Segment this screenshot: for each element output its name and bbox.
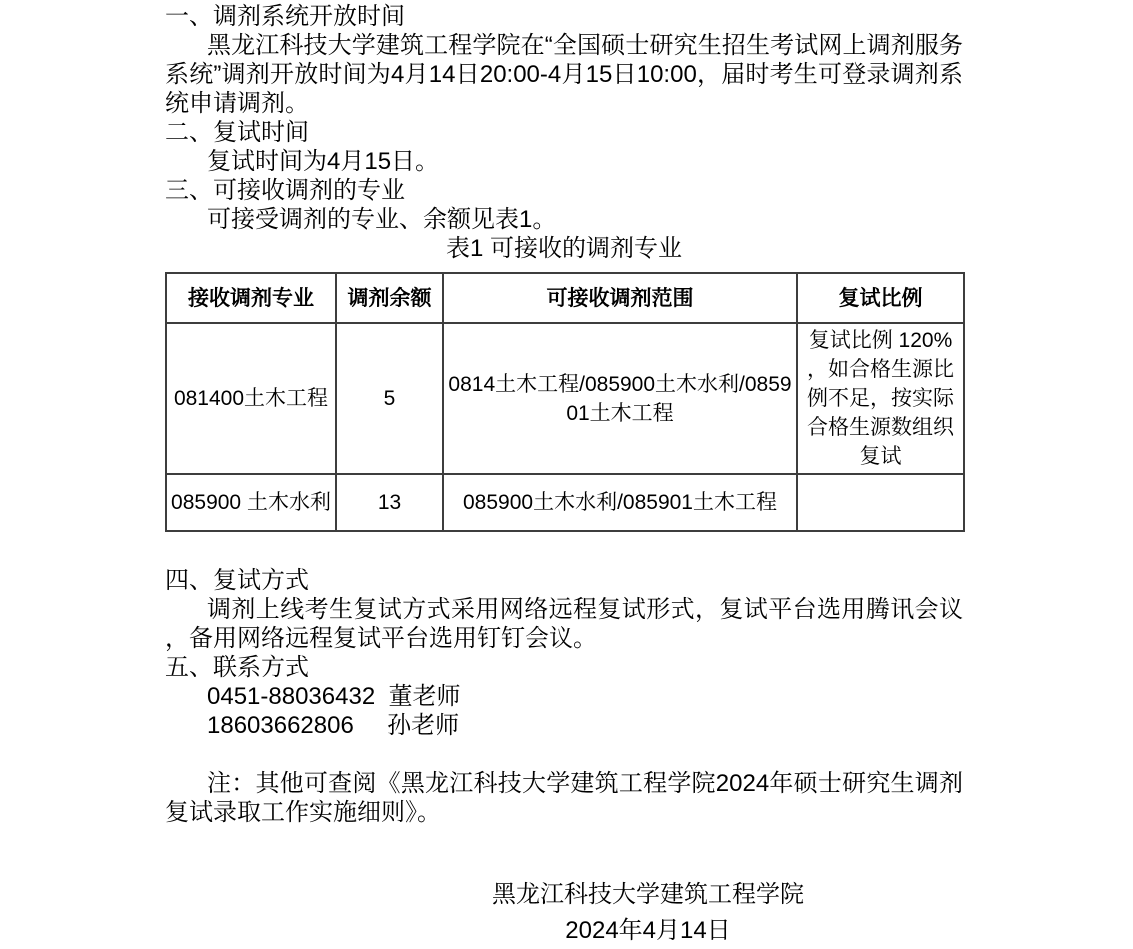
cell-ratio — [797, 474, 964, 531]
table-header-row — [166, 273, 964, 323]
section-4-paragraph: 调剂上线考生复试方式采用网络远程复试形式，复试平台选用腾讯会议，备用网络远程复试平台选用钉钉会议。 — [165, 596, 963, 652]
note-paragraph: 注：其他可查阅《黑龙江科技大学建筑工程学院2024年硕士研究生调剂复试录取工作实施细则》。 — [165, 770, 963, 826]
table-caption: 表1 可接收的调剂专业 — [445, 235, 682, 262]
contact-phone-dong: 0451-88036432 董老师 — [207, 683, 461, 710]
section-2-paragraph: 复试时间为4月15日。 — [207, 148, 440, 175]
cell-quota: 5 — [336, 323, 443, 474]
header-range: 可接收调剂范围 — [443, 273, 797, 323]
section-1-paragraph: 黑龙江科技大学建筑工程学院在“全国硕士研究生招生考试网上调剂服务系统”调剂开放时间为4月14日20:00-4月15日10:00，届时考生可登录调剂系统申请调剂。 — [165, 32, 963, 117]
section-5-heading: 五、联系方式 — [165, 654, 309, 681]
section-3-heading: 三、可接收调剂的专业 — [165, 177, 405, 204]
header-quota: 调剂余额 — [336, 273, 443, 323]
cell-range: 085900土木水利/085901土木工程 — [443, 474, 797, 531]
header-ratio: 复试比例 — [797, 273, 964, 323]
table-row — [166, 474, 964, 531]
cell-quota: 13 — [336, 474, 443, 531]
cell-major: 081400土木工程 — [166, 323, 336, 474]
cell-major: 085900 土木水利 — [166, 474, 336, 531]
section-3-paragraph: 可接受调剂的专业、余额见表1。 — [207, 206, 557, 233]
section-2-heading: 二、复试时间 — [165, 119, 309, 146]
section-4-heading: 四、复试方式 — [165, 567, 309, 594]
cell-range: 0814土木工程/085900土木水利/085901土木工程 — [443, 323, 797, 474]
table-row — [166, 323, 964, 474]
contact-phone-sun: 18603662806 孙老师 — [207, 712, 460, 739]
section-1-heading: 一、调剂系统开放时间 — [165, 3, 405, 30]
signature-date: 2024年4月14日 — [565, 917, 731, 944]
cell-ratio: 复试比例 120%，如合格生源比例不足，按实际合格生源数组织复试 — [797, 323, 964, 474]
header-major: 接收调剂专业 — [166, 273, 336, 323]
transfer-quota-table — [165, 272, 965, 532]
signature-org: 黑龙江科技大学建筑工程学院 — [492, 881, 804, 908]
signature-block — [249, 877, 1047, 949]
